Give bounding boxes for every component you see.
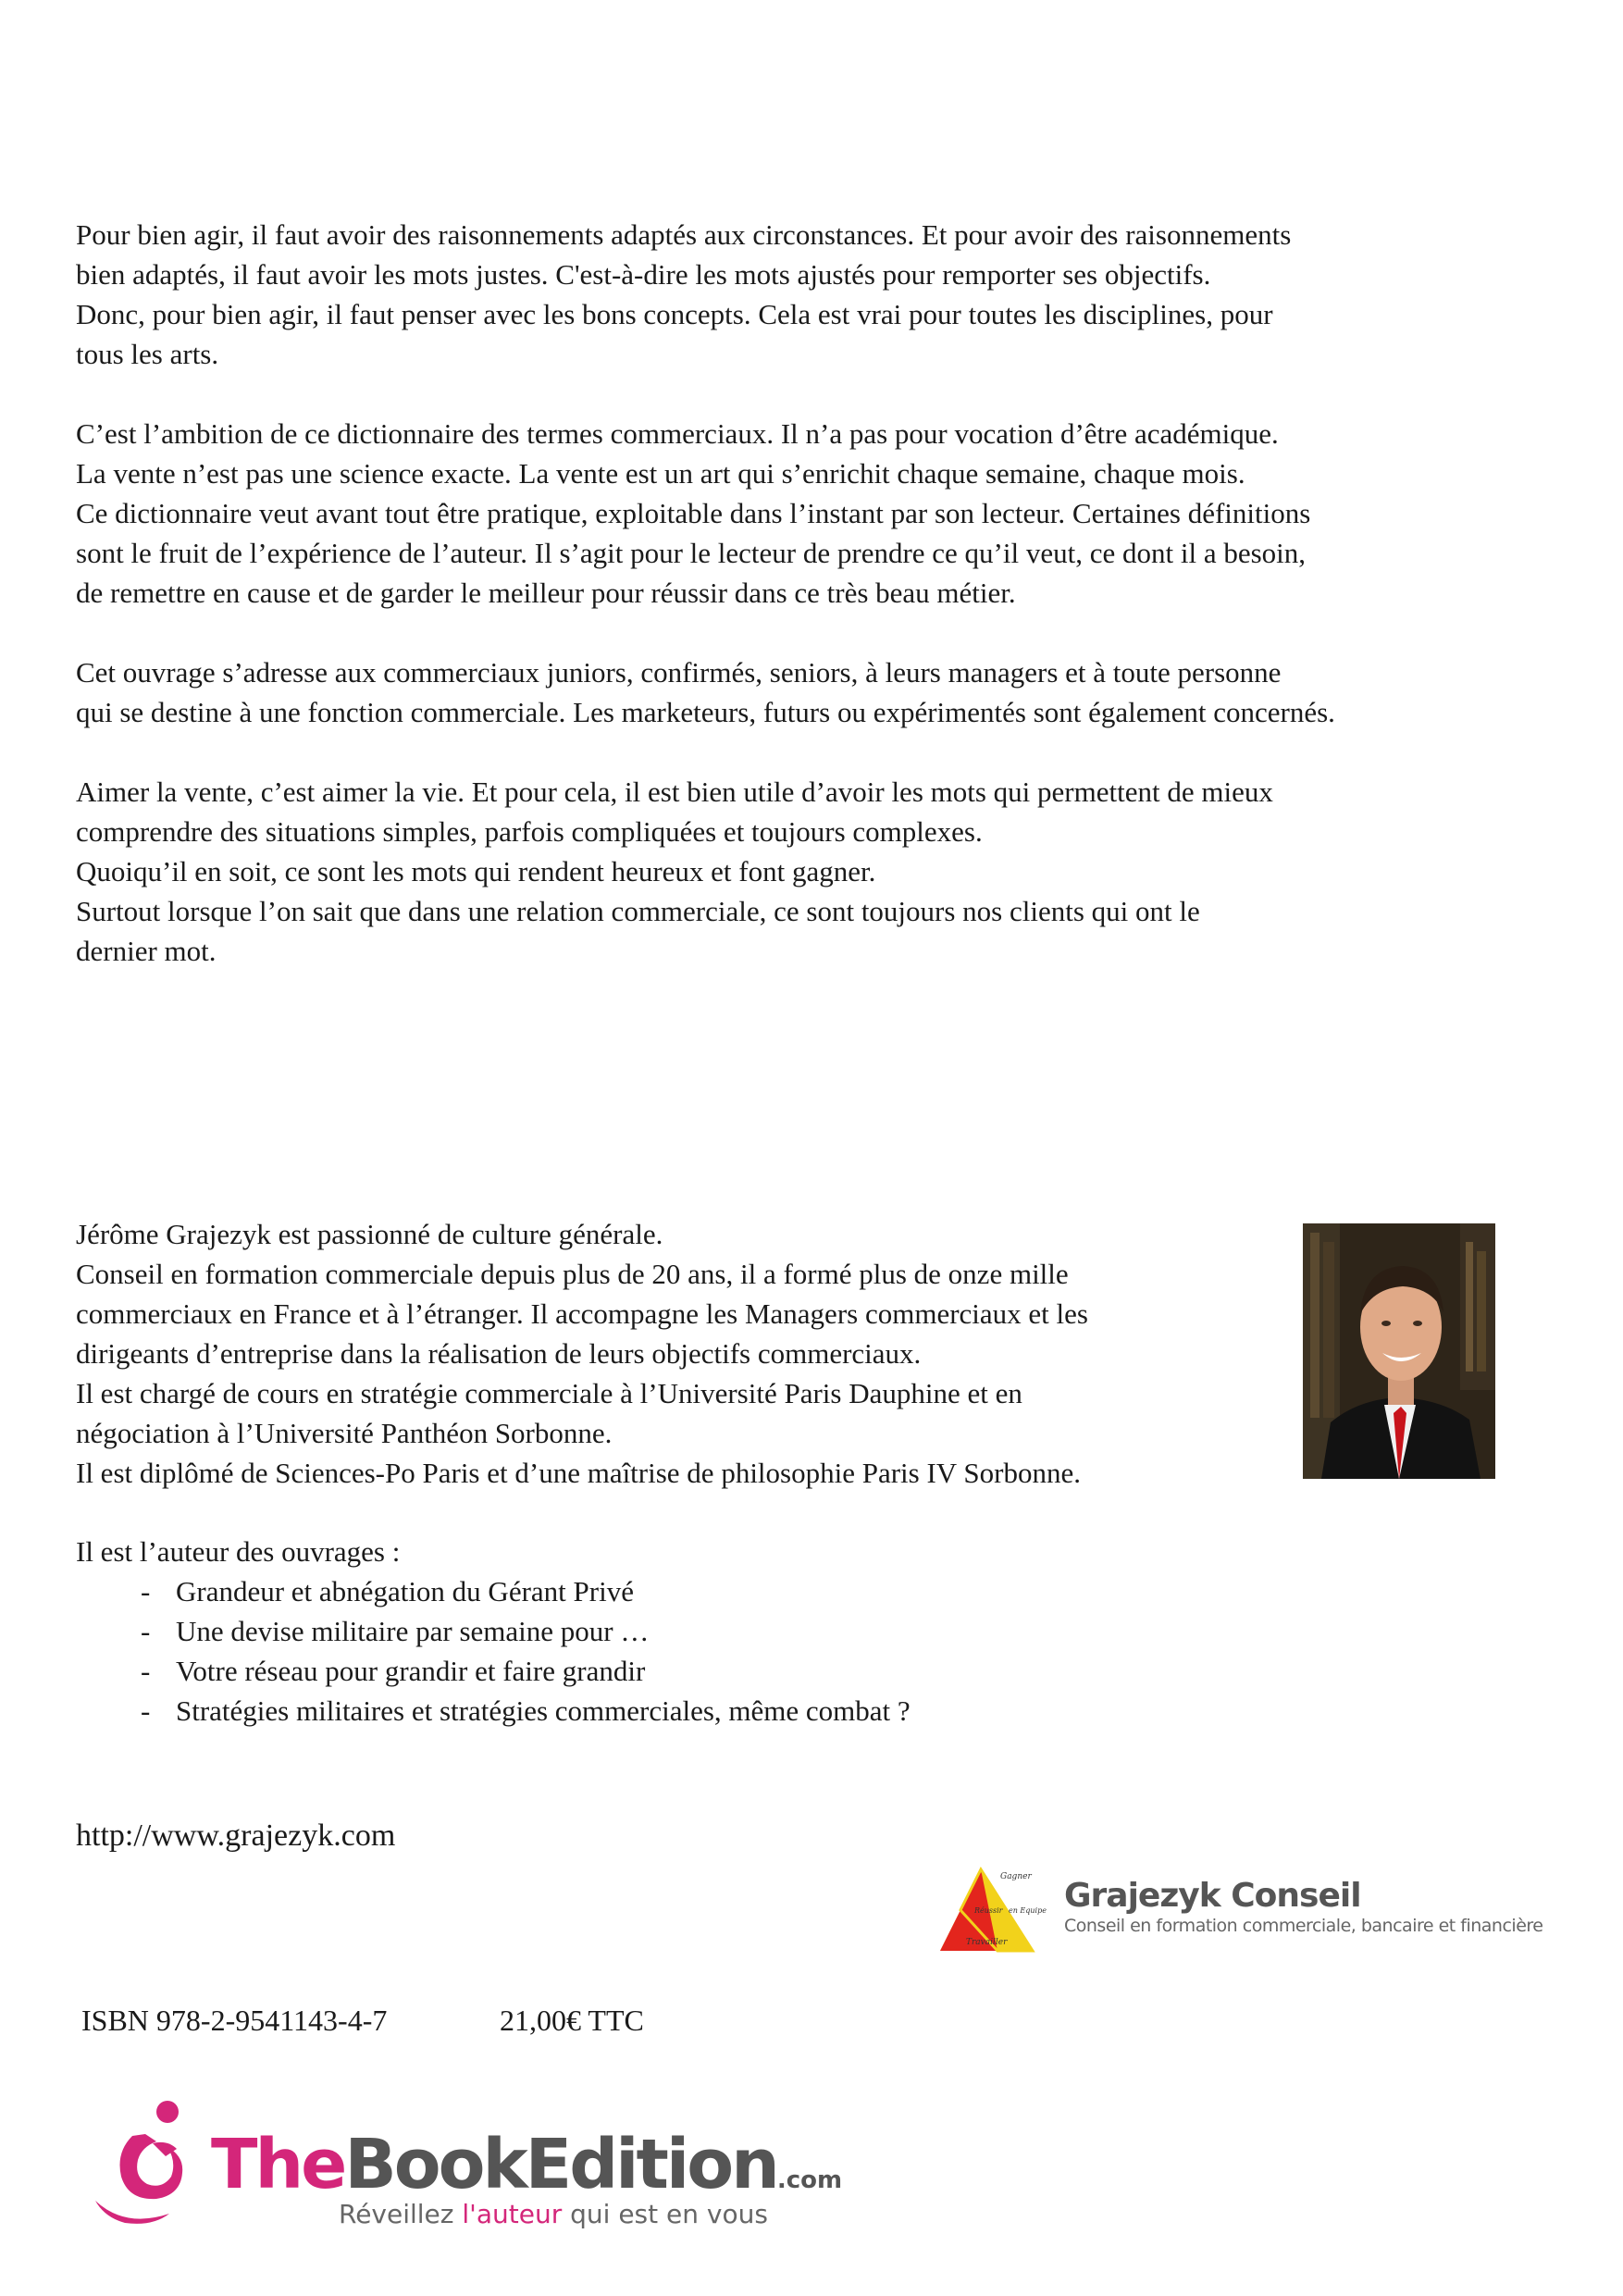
author-portrait-illustration <box>1303 1223 1495 1479</box>
bio-line: commerciaux en France et à l’étranger. Il accompagne les Managers commerciaux et les <box>76 1297 1088 1330</box>
svg-text:Travailler: Travailler <box>966 1938 1008 1947</box>
text-line: C’est l’ambition de ce dictionnaire des termes commerciaux. Il n’a pas pour vocation d’être académique. <box>76 417 1279 450</box>
grajezyk-conseil-name: Grajezyk Conseil <box>1064 1877 1361 1915</box>
text-line: Quoiqu’il en soit, ce sont les mots qui rendent heureux et font gagner. <box>76 855 876 887</box>
bio-line: Il est chargé de cours en stratégie commerciale à l’Université Paris Dauphine et en <box>76 1377 1022 1409</box>
text-line: La vente n’est pas une science exacte. La vente est un art qui s’enrichit chaque semaine, chaque mois. <box>76 457 1245 490</box>
bio-line: dirigeants d’entreprise dans la réalisation de leurs objectifs commerciaux. <box>76 1337 922 1370</box>
website-link[interactable]: http://www.grajezyk.com <box>76 1818 396 1853</box>
bio-line: Jérôme Grajezyk est passionné de culture générale. <box>76 1218 663 1250</box>
text-line: Pour bien agir, il faut avoir des raisonnements adaptés aux circonstances. Et pour avoir des raisonnements <box>76 218 1292 251</box>
thebookedition-logo-text: TheBookEdition.com <box>211 2125 843 2204</box>
isbn: ISBN 978-2-9541143-4-7 <box>81 2004 388 2037</box>
text-line: Ce dictionnaire veut avant tout être pratique, exploitable dans l’instant par son lecteur. Certaines définitions <box>76 497 1311 529</box>
grajezyk-conseil-tagline: Conseil en formation commerciale, bancaire et financière <box>1064 1916 1543 1936</box>
list-item: - Stratégies militaires et stratégies commerciales, même combat ? <box>141 1694 911 1727</box>
text-line: bien adaptés, il faut avoir les mots justes. C'est-à-dire les mots ajustés pour remporter ses objectifs. <box>76 258 1211 291</box>
intro-paragraph <box>76 652 1556 732</box>
author-bio <box>76 1214 1279 1493</box>
price: 21,00€ TTC <box>500 2004 644 2037</box>
thebookedition-logo-icon <box>88 2091 208 2230</box>
svg-text:en Equipe: en Equipe <box>1009 1906 1047 1915</box>
works-title: Il est l’auteur des ouvrages : <box>76 1535 401 1568</box>
list-item: - Grandeur et abnégation du Gérant Privé <box>141 1575 634 1607</box>
text-line: comprendre des situations simples, parfois compliquées et toujours complexes. <box>76 815 983 848</box>
text-line: Surtout lorsque l’on sait que dans une relation commerciale, ce sont toujours nos clients qui ont le <box>76 895 1200 927</box>
text-line: qui se destine à une fonction commerciale. Les marketeurs, futurs ou expérimentés sont également concernés. <box>76 696 1335 728</box>
intro-paragraph <box>76 414 1556 613</box>
intro-paragraph <box>76 772 1556 971</box>
text-line: de remettre en cause et de garder le meilleur pour réussir dans ce très beau métier. <box>76 577 1016 609</box>
text-line: Aimer la vente, c’est aimer la vie. Et pour cela, il est bien utile d’avoir les mots qui permettent de mieux <box>76 776 1273 808</box>
svg-text:Réussir: Réussir <box>974 1906 1003 1915</box>
author-photo <box>1303 1223 1495 1479</box>
text-line: tous les arts. <box>76 338 219 370</box>
intro-text <box>76 215 1556 971</box>
text-line: Donc, pour bien agir, il faut penser avec les bons concepts. Cela est vrai pour toutes les disciplines, pour <box>76 298 1273 330</box>
list-item: - Votre réseau pour grandir et faire grandir <box>141 1655 646 1687</box>
list-item: - Une devise militaire par semaine pour … <box>141 1615 650 1647</box>
text-line: Cet ouvrage s’adresse aux commerciaux juniors, confirmés, seniors, à leurs managers et à toute personne <box>76 656 1282 689</box>
bio-line: Il est diplômé de Sciences-Po Paris et d’une maîtrise de philosophie Paris IV Sorbonne. <box>76 1457 1081 1489</box>
intro-paragraph <box>76 215 1556 374</box>
svg-text:Gagner: Gagner <box>1000 1872 1032 1881</box>
text-line: sont le fruit de l’expérience de l’auteur. Il s’agit pour le lecteur de prendre ce qu’il veut, ce dont il a besoin, <box>76 537 1307 569</box>
bio-line: négociation à l’Université Panthéon Sorbonne. <box>76 1417 613 1449</box>
works-list <box>141 1571 911 1731</box>
thebookedition-slogan: Réveillez l'auteur qui est en vous <box>339 2199 768 2229</box>
text-line: dernier mot. <box>76 935 217 967</box>
bio-line: Conseil en formation commerciale depuis plus de 20 ans, il a formé plus de onze mille <box>76 1258 1069 1290</box>
